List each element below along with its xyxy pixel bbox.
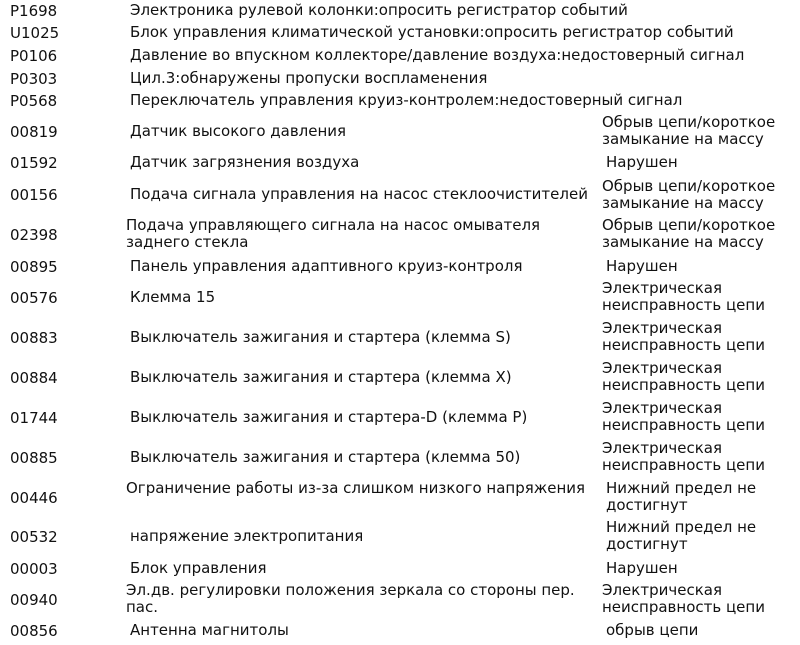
fault-status: Электрическая неисправность цепи (602, 319, 765, 354)
fault-status: Обрыв цепи/короткое замыкание на массу (602, 113, 776, 148)
fault-description: Подача управляющего сигнала на насос омывателя заднего стекла (126, 216, 541, 251)
fault-code: 00885 (10, 449, 58, 467)
fault-status: Электрическая неисправность цепи (602, 439, 765, 474)
fault-status: Электрическая неисправность цепи (602, 359, 765, 394)
table-row (0, 45, 800, 67)
fault-description: Цил.3:обнаружены пропуски воспламенения (130, 69, 488, 87)
fault-description: Подача сигнала управления на насос стеклоочистителей (130, 185, 588, 203)
fault-status: Обрыв цепи/короткое замыкание на массу (602, 216, 776, 251)
fault-description: Датчик загрязнения воздуха (130, 153, 360, 171)
fault-code: 00003 (10, 560, 58, 578)
fault-code: 01592 (10, 154, 58, 172)
table-row (0, 582, 800, 620)
fault-code: U1025 (10, 24, 60, 42)
table-row (0, 440, 800, 478)
table-row (0, 114, 800, 152)
fault-status: Нижний предел не достигнут (606, 518, 757, 553)
table-row (0, 22, 800, 44)
fault-description: Выключатель зажигания и стартера-D (клемма P) (130, 408, 528, 426)
fault-code: 00819 (10, 123, 58, 141)
fault-status: Нижний предел не достигнут (606, 479, 757, 514)
fault-code: P0568 (10, 92, 58, 110)
fault-code: 00156 (10, 186, 58, 204)
fault-code: P0106 (10, 47, 58, 65)
fault-description: Эл.дв. регулировки положения зеркала со стороны пер. пас. (126, 581, 575, 616)
fault-status: Нарушен (606, 257, 678, 275)
fault-code: 00446 (10, 489, 58, 507)
fault-description: Ограничение работы из-за слишком низкого напряжения (126, 479, 586, 497)
fault-description: Клемма 15 (130, 288, 216, 306)
fault-code: P0303 (10, 70, 58, 88)
fault-description: Переключатель управления круиз-контролем:недостоверный сигнал (130, 91, 683, 109)
table-row (0, 519, 800, 557)
table-row (0, 0, 800, 22)
fault-status: Электрическая неисправность цепи (602, 581, 765, 616)
fault-status: Нарушен (606, 153, 678, 171)
fault-description: Выключатель зажигания и стартера (клемма S) (130, 328, 511, 346)
fault-code: 02398 (10, 226, 58, 244)
fault-code: 00940 (10, 591, 58, 609)
fault-status: обрыв цепи (606, 621, 699, 639)
fault-description: напряжение электропитания (130, 527, 364, 545)
table-row (0, 480, 800, 518)
fault-code: 00856 (10, 622, 58, 640)
fault-description: Панель управления адаптивного круиз-контроля (130, 257, 523, 275)
table-row (0, 178, 800, 216)
table-row (0, 153, 800, 175)
fault-code: 00576 (10, 289, 58, 307)
table-row (0, 320, 800, 358)
fault-description: Давление во впускном коллекторе/давление воздуха:недостоверный сигнал (130, 46, 745, 64)
fault-status: Обрыв цепи/короткое замыкание на массу (602, 177, 776, 212)
table-row (0, 257, 800, 279)
fault-code: 00895 (10, 258, 58, 276)
fault-description: Электроника рулевой колонки:опросить регистратор событий (130, 1, 628, 19)
fault-code: 00883 (10, 329, 58, 347)
table-row (0, 360, 800, 398)
table-row (0, 68, 800, 90)
fault-description: Выключатель зажигания и стартера (клемма X) (130, 368, 512, 386)
fault-status: Электрическая неисправность цепи (602, 399, 765, 434)
fault-code: 00532 (10, 528, 58, 546)
fault-description: Датчик высокого давления (130, 122, 347, 140)
table-row (0, 400, 800, 438)
table-row (0, 559, 800, 581)
fault-status: Нарушен (606, 559, 678, 577)
fault-description: Блок управления климатической установки:опросить регистратор событий (130, 23, 734, 41)
table-row (0, 280, 800, 318)
fault-code: 00884 (10, 369, 58, 387)
fault-description: Антенна магнитолы (130, 621, 289, 639)
table-row (0, 90, 800, 112)
fault-status: Электрическая неисправность цепи (602, 279, 765, 314)
fault-description: Выключатель зажигания и стартера (клемма 50) (130, 448, 521, 466)
table-row (0, 217, 800, 255)
fault-description: Блок управления (130, 559, 267, 577)
fault-code: P1698 (10, 2, 58, 20)
fault-code: 01744 (10, 409, 58, 427)
table-row (0, 621, 800, 643)
